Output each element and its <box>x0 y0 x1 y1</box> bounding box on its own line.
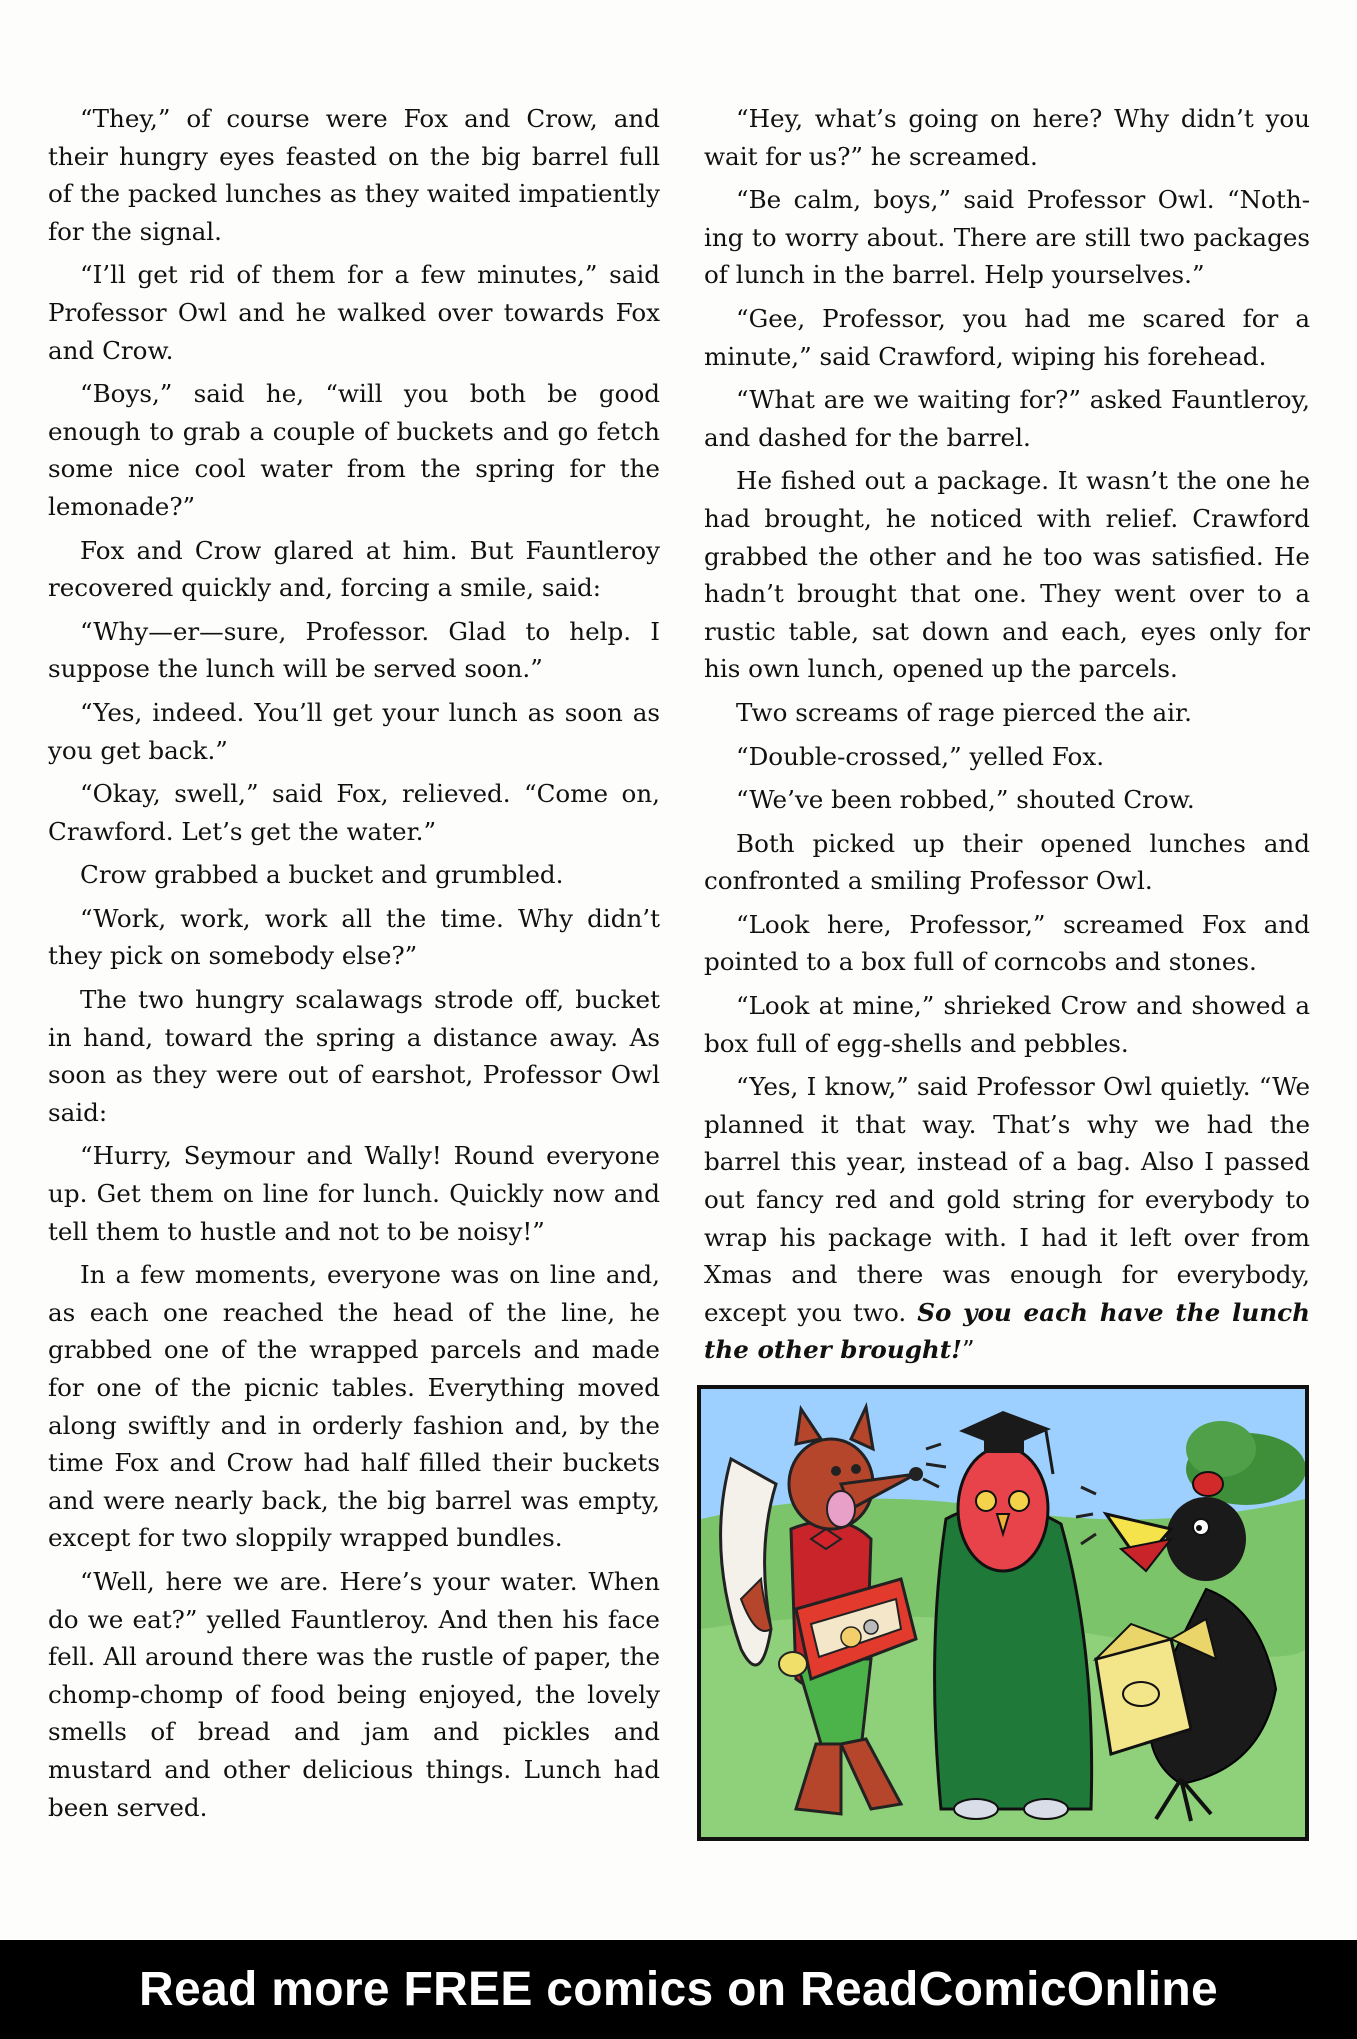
story-paragraph: “Yes, indeed. You’ll get your lunch as soon as you get back.” <box>48 697 660 765</box>
comic-panel-illustration <box>697 1385 1309 1841</box>
story-paragraph: “Why—er—sure, Professor. Glad to help. I suppose the lunch will be served soon.” <box>48 616 660 684</box>
story-paragraph: Two screams of rage pierced the air. <box>736 697 1192 727</box>
story-paragraph: “Look at mine,” shrieked Crow and showed a box full of egg-shells and pebbles. <box>704 991 1310 1058</box>
story-paragraph: Crow grabbed a bucket and grumbled. <box>80 860 564 890</box>
final-paragraph-italic: So you each have the lunch the other brought! <box>704 1297 1311 1365</box>
story-paragraph: “Boys,” said he, “will you both be good enough to grab a couple of buckets and go fetch some nice cool water from the spring for the lemonade?” <box>48 379 660 521</box>
story-paragraph: “Hey, what’s going on here? Why didn’t you wait for us?” he screamed. <box>704 104 1310 171</box>
story-paragraph: “Okay, swell,” said Fox, relieved. “Come on, Crawford. Let’s get the water.” <box>48 779 660 846</box>
story-paragraph: Fox and Crow glared at him. But Fauntleroy recovered quickly and, forcing a smile, said: <box>48 535 660 603</box>
story-paragraph: “Look here, Professor,” screamed Fox and pointed to a box full of corncobs and stones. <box>704 909 1310 977</box>
bush-top <box>1186 1421 1256 1477</box>
story-paragraph-final <box>704 1068 1310 1369</box>
story-paragraph: “What are we waiting for?” asked Fauntleroy, and dashed for the barrel. <box>704 385 1310 452</box>
story-paragraph: “Work, work, work all the time. Why didn’t they pick on somebody else?” <box>48 903 660 971</box>
story-paragraph: “Be calm, boys,” said Professor Owl. “Nothing to worry about. There are still two packages of lunch in the barrel. Help yourselves.” <box>704 185 1310 290</box>
text-column-right <box>704 100 1310 1375</box>
final-paragraph-closing: ” <box>961 1335 975 1365</box>
story-paragraph: “Double-crossed,” yelled Fox. <box>736 741 1105 771</box>
story-paragraph: “They,” of course were Fox and Crow, and their hungry eyes feasted on the big barrel full of the packed lunches as they waited impatiently for the signal. <box>48 104 660 246</box>
story-paragraph: “Gee, Professor, you had me scared for a minute,” said Crawford, wiping his forehead. <box>704 303 1310 371</box>
final-paragraph-text: “Yes, I know,” said Professor Owl quietly. “We planned it that way. That’s why we had the barrel this year, instead of a bag. Also I passed out fancy red and gold string for everybody to wrap his package with. I had it left over from Xmas and there was enough for everybody, except you two. <box>704 1072 1310 1327</box>
story-paragraph: “I’ll get rid of them for a few minutes,” said Professor Owl and he walked over towards Fox and Crow. <box>48 260 660 365</box>
story-paragraph: “Hurry, Seymour and Wally! Round everyone up. Get them on line for lunch. Quickly now and tell them to hustle and not to be noisy!” <box>48 1141 660 1246</box>
story-paragraph: He fished out a package. It wasn’t the one he had brought, he noticed with relief. Crawford grabbed the other and he too was satisfied. He hadn’t brought that one. They went over to a rustic table, sat down and each, eyes only for his own lunch, opened up the parcels. <box>704 466 1310 684</box>
story-paragraph: “Well, here we are. Here’s your water. When do we eat?” yelled Fauntleroy. And then his face fell. All around there was the rustle of paper, the chomp-chomp of food being enjoyed, the lovely smells of bread and jam and pickles and mustard and other delicious things. Lunch had been served. <box>48 1566 660 1822</box>
story-paragraph: The two hungry scalawags strode off, bucket in hand, toward the spring a distance away. As soon as they were out of earshot, Professor Owl said: <box>48 985 660 1127</box>
text-column-left <box>48 100 660 1832</box>
story-paragraph: “We’ve been robbed,” shouted Crow. <box>736 785 1195 815</box>
story-paragraph: In a few moments, everyone was on line and, as each one reached the head of the line, he grabbed one of the wrapped parcels and made for one of the picnic tables. Everything moved along swiftly and in orderly fashion and, by the time Fox and Crow had half filled their buckets and were nearly back, the big barrel was empty, except for two sloppily wrapped bundles. <box>48 1260 660 1553</box>
promo-banner[interactable]: Read more FREE comics on ReadComicOnline <box>0 1940 1357 2039</box>
panel-art <box>701 1389 1305 1837</box>
story-paragraph: Both picked up their opened lunches and confronted a smiling Professor Owl. <box>704 828 1310 896</box>
